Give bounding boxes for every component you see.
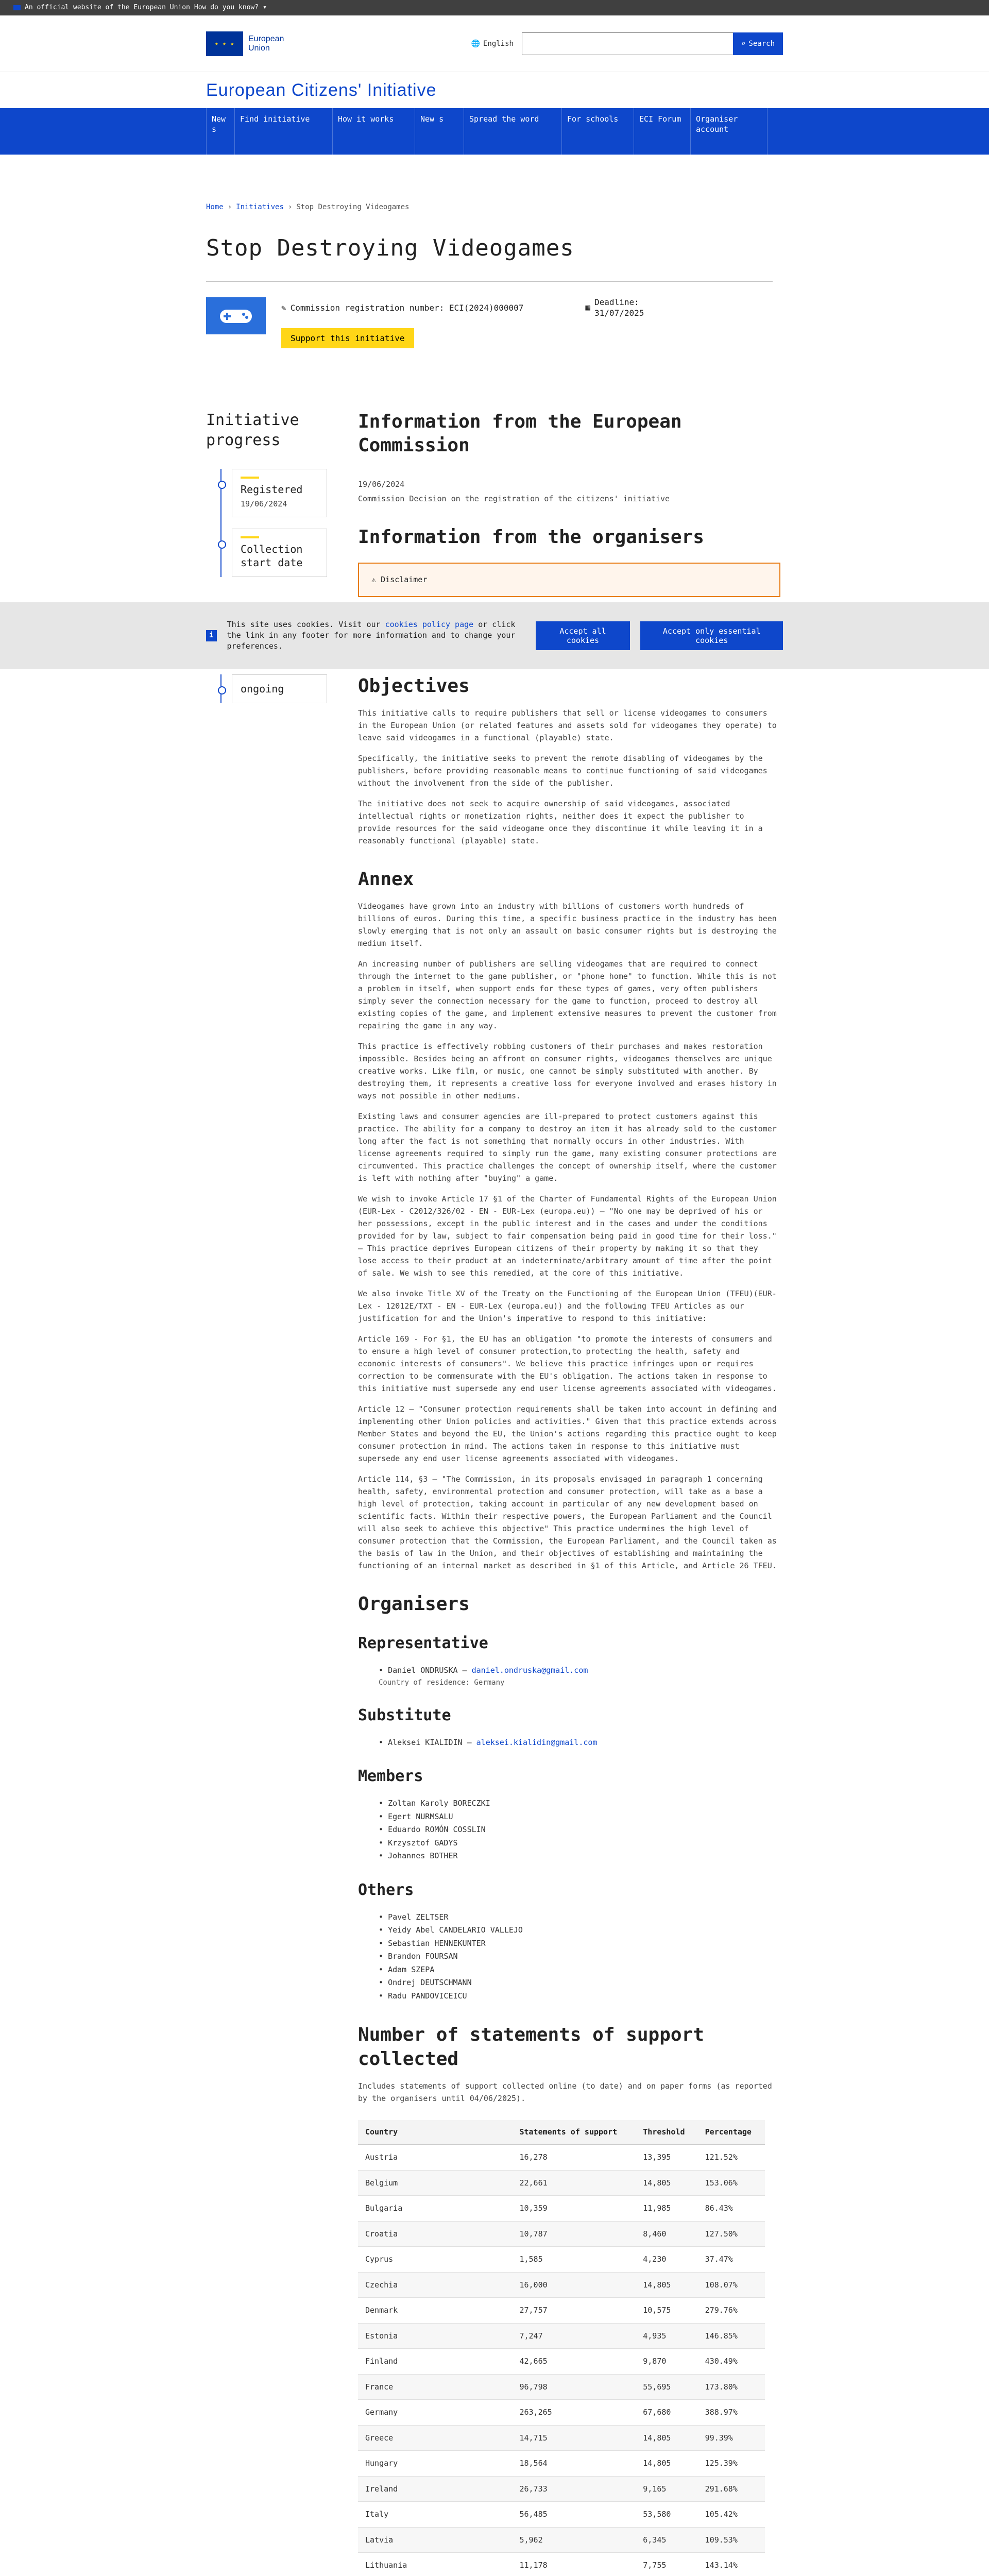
- eu-flag-icon: [13, 5, 21, 10]
- table-row: [358, 2425, 765, 2451]
- main-content-continued: [358, 674, 780, 2576]
- table-row: [358, 2323, 765, 2349]
- annex-paragraph: An increasing number of publishers are selling videogames that are required to connect through the internet to the game publisher, or "phone home" to function. While this is not a problem in itself, when support ends for these types of games, very often publishers simply sever the connection necessary for the game to function, proceed to destroy all existing copies of the game, and implement extensive measures to prevent the customer from repairing the game in any way.: [358, 959, 777, 1030]
- organisers-title: Organisers: [358, 1593, 470, 1615]
- search-button-label: Search: [748, 40, 775, 48]
- progress-timeline: [206, 469, 327, 578]
- representative-name: Daniel ONDRUSKA –: [388, 1666, 472, 1675]
- table-cell: Italy: [358, 2502, 512, 2528]
- language-label: English: [483, 39, 514, 48]
- table-row: [358, 2221, 765, 2247]
- annex-paragraph: Article 114, §3 – "The Commission, in its proposals envisaged in paragraph 1 concerning health, safety, environmental protection and consumer protection, will take as a base a high level of protection, taking account in particular of any new development based on scientific facts. Within their respective powers, the European Parliament and the Council will also seek to achieve this objective" This practice undermines the high level of consumer protection that the Commission, the European Parliament, and the Council taken as the basis of law in the Union, and their objectives of establishing and maintaining the functioning of an internal market as described in §1 of this Article, and Article 26 TFEU.: [358, 1474, 777, 1570]
- accept-essential-cookies-button[interactable]: Accept only essential cookies: [640, 621, 783, 650]
- table-cell: 11,178: [512, 2553, 636, 2576]
- language-selector[interactable]: [471, 39, 514, 49]
- nav-item-news[interactable]: New s: [206, 108, 234, 155]
- objectives-paragraph: Specifically, the initiative seeks to prevent the remote disabling of videogames by the publishers, before providing reasonable means to continue functioning of said videogames without the involvement from the side of the publisher.: [358, 753, 768, 788]
- main-content: [358, 410, 780, 597]
- table-cell: Croatia: [358, 2221, 512, 2247]
- list-item: • Brandon FOURSAN: [379, 1952, 458, 1961]
- table-cell: 13,395: [636, 2144, 697, 2170]
- table-cell: 14,805: [636, 2170, 697, 2196]
- deadline-label: Deadline:: [594, 297, 639, 307]
- table-cell: Estonia: [358, 2323, 512, 2349]
- cookie-text-prefix: This site uses cookies. Visit our: [227, 620, 381, 630]
- table-cell: 99.39%: [698, 2425, 765, 2451]
- registration-number: [281, 297, 523, 319]
- table-cell: 4,230: [636, 2247, 697, 2273]
- disclaimer-label: Disclaimer: [381, 575, 428, 585]
- eu-logo-line1: European: [248, 35, 284, 44]
- table-row: [358, 2170, 765, 2196]
- table-cell: 127.50%: [698, 2221, 765, 2247]
- commission-decision-link[interactable]: Commission Decision on the registration of the citizens' initiative: [358, 494, 670, 503]
- support-statements-title: Number of statements of support collected: [358, 2024, 704, 2070]
- document-icon: ✎: [281, 302, 286, 313]
- table-cell: Austria: [358, 2144, 512, 2170]
- breadcrumb-initiatives[interactable]: Initiatives: [236, 203, 284, 211]
- nav-item-for-schools[interactable]: For schools: [561, 108, 634, 155]
- table-row: [358, 2272, 765, 2298]
- disclaimer-box: [358, 563, 780, 597]
- nav-item-news-2[interactable]: New s: [415, 108, 464, 155]
- table-cell: 37.47%: [698, 2247, 765, 2273]
- breadcrumb: [206, 155, 783, 213]
- table-cell: 55,695: [636, 2374, 697, 2400]
- nav-item-how-it-works[interactable]: How it works: [332, 108, 415, 155]
- table-cell: Czechia: [358, 2272, 512, 2298]
- nav-item-eci-forum[interactable]: ECI Forum: [634, 108, 690, 155]
- table-cell: 14,715: [512, 2425, 636, 2451]
- main-navigation: [0, 108, 989, 155]
- eu-flag-icon: ★ ★ ★: [206, 31, 243, 56]
- table-cell: 22,661: [512, 2170, 636, 2196]
- table-cell: 16,278: [512, 2144, 636, 2170]
- table-cell: 86.43%: [698, 2196, 765, 2222]
- warning-icon: ⚠: [371, 575, 377, 585]
- globe-icon: 🌐: [471, 39, 480, 48]
- official-site-notice: [0, 0, 989, 15]
- deadline-info: [585, 297, 644, 319]
- table-cell: 5,962: [512, 2527, 636, 2553]
- annex-paragraph: Existing laws and consumer agencies are ill-prepared to protect customers against this practice. The ability for a company to destroy an item it has already sold to the customer long after the fact is not something that normally occurs in other industries. With license agreements required to simply run the game, many existing consumer protections are circumvented. This practice challenges the concept of ownership itself, where the customer is left with nothing after "buying" a game.: [358, 1111, 777, 1183]
- table-row: [358, 2451, 765, 2477]
- substitute-title: Substitute: [358, 1706, 451, 1724]
- list-item: • Eduardo ROMÓN COSSLIN: [379, 1825, 486, 1835]
- table-cell: Hungary: [358, 2451, 512, 2477]
- organisers-info-title: Information from the organisers: [358, 526, 704, 548]
- support-note: Includes statements of support collected online (to date) and on paper forms (as reported by the organisers until 04/06/2025).: [358, 2081, 772, 2103]
- table-cell: 146.85%: [698, 2323, 765, 2349]
- table-cell: 125.39%: [698, 2451, 765, 2477]
- objectives-paragraph: The initiative does not seek to acquire ownership of said videogames, associated intellectual rights or monetization rights, neither does it expect the publisher to provide resources for the said videogame once they discontinue it while leaving it in a reasonably functional (playable) state.: [358, 799, 763, 845]
- table-row: [358, 2298, 765, 2324]
- others-title: Others: [358, 1880, 414, 1899]
- initiative-logo: [206, 297, 266, 334]
- deadline-date: 31/07/2025: [594, 308, 644, 318]
- table-cell: Bulgaria: [358, 2196, 512, 2222]
- registration-text: Commission registration number: ECI(2024)000007: [290, 302, 524, 313]
- search-form: [522, 32, 783, 55]
- cookies-policy-link[interactable]: cookies policy page: [385, 620, 474, 630]
- column-header: Statements of support: [512, 2120, 636, 2145]
- list-item: • Zoltan Karoly BORECZKI: [379, 1799, 490, 1808]
- table-cell: 27,757: [512, 2298, 636, 2324]
- others-list: [358, 1911, 780, 2003]
- list-item: • Egert NURMSALU: [379, 1811, 453, 1821]
- objectives-paragraph: This initiative calls to require publishers that sell or license videogames to consumers in the European Union (or related features and assets sold for videogames they operate) to leave said videogames in a functional (playable) state.: [358, 708, 777, 742]
- search-icon: ⌕: [741, 40, 746, 48]
- column-header: Threshold: [636, 2120, 697, 2145]
- progress-step: [232, 469, 327, 518]
- site-title-bar: [0, 72, 989, 108]
- table-cell: 7,755: [636, 2553, 697, 2576]
- breadcrumb-separator-icon: ›: [227, 203, 232, 211]
- cookie-text: [227, 619, 525, 652]
- table-cell: Lithuania: [358, 2553, 512, 2576]
- objectives-title: Objectives: [358, 675, 470, 697]
- nav-item-spread-the-word[interactable]: Spread the word: [464, 108, 561, 155]
- list-item: • Ondrej DEUTSCHMANN: [379, 1978, 472, 1988]
- annex-paragraph: Article 169 - For §1, the EU has an obligation "to promote the interests of consumers and to ensure a high level of consumer protection,to protecting the health, safety and economic interests of consumers". We believe this practice infringes upon or requires correction to be commensurate with the EU's obligation. The actions taken in response to this initiative must supersede any end user license agreements associated with videogames.: [358, 1334, 777, 1393]
- substitute-name: Aleksei KIALIDIN –: [388, 1737, 476, 1747]
- table-cell: 430.49%: [698, 2349, 765, 2375]
- annex-paragraph: We wish to invoke Article 17 §1 of the Charter of Fundamental Rights of the European Union (EUR-Lex - C2012/326/02 - EN - EUR-Lex (europa.eu)) – "No one may be deprived of his or her possessions, except in the public interest and in the cases and under the conditions provided for by law, subject to fair compensation being paid in good time for their loss." – This practice deprives European citizens of their property by making it so that they lose access to their product at an indeterminate/arbitrary amount of time after the point of sale. We wish to see this remedied, at the core of this initiative.: [358, 1194, 777, 1278]
- search-button[interactable]: [733, 32, 783, 55]
- progress-step: [232, 529, 327, 577]
- progress-timeline: [206, 674, 327, 703]
- table-cell: 9,165: [636, 2476, 697, 2502]
- support-table-body: [358, 2144, 765, 2576]
- table-cell: 26,733: [512, 2476, 636, 2502]
- nav-item-organiser-account[interactable]: Organiser account: [690, 108, 768, 155]
- members-title: Members: [358, 1767, 423, 1786]
- initiative-progress: [206, 410, 327, 597]
- table-cell: Ireland: [358, 2476, 512, 2502]
- page-title: Stop Destroying Videogames: [206, 235, 574, 261]
- commission-info-title: Information from the European Commission: [358, 411, 682, 456]
- table-cell: 8,460: [636, 2221, 697, 2247]
- table-cell: 279.76%: [698, 2298, 765, 2324]
- support-table: [358, 2120, 765, 2576]
- table-cell: 109.53%: [698, 2527, 765, 2553]
- representative-email-link[interactable]: daniel.ondruska@gmail.com: [471, 1666, 588, 1675]
- table-cell: 263,265: [512, 2400, 636, 2426]
- annex-paragraph: This practice is effectively robbing customers of their purchases and makes restoration impossible. Besides being an affront on consumer rights, videogames themselves are unique creative works. Like film, or music, one cannot be simply substituted with another. By destroying them, it represents a creative loss for everyone involved and erases history in ways not possible in other mediums.: [358, 1041, 777, 1100]
- column-header: Country: [358, 2120, 512, 2145]
- table-cell: 53,580: [636, 2502, 697, 2528]
- table-cell: 153.06%: [698, 2170, 765, 2196]
- list-item: • Adam SZEPA: [379, 1964, 435, 1974]
- table-cell: 16,000: [512, 2272, 636, 2298]
- table-cell: 14,805: [636, 2425, 697, 2451]
- table-cell: 10,575: [636, 2298, 697, 2324]
- list-item: • Pavel ZELTSER: [379, 1912, 449, 1922]
- progress-step-label: Collection start date: [241, 543, 303, 569]
- notice-text: An official website of the European Union: [25, 4, 190, 12]
- info-icon: i: [206, 630, 217, 641]
- annex-paragraph: Article 12 – "Consumer protection requirements shall be taken into account in defining and implementing other Union policies and activities." Given that this practice extends across Member States and beyond the EU, the Union's actions regarding this practice ought to keep consumer protection in mind. The actions taken in response to this initiative must supersede any end user license agreements associated with videogames.: [358, 1404, 777, 1463]
- commission-info-date: 19/06/2024: [358, 480, 405, 489]
- table-cell: 388.97%: [698, 2400, 765, 2426]
- table-cell: 121.52%: [698, 2144, 765, 2170]
- substitute-entry: • Aleksei KIALIDIN – aleksei.kialidin@gmail.com: [379, 1737, 598, 1747]
- how-do-you-know-link[interactable]: How do you know?: [194, 4, 259, 12]
- annex-paragraph: Videogames have grown into an industry with billions of customers worth hundreds of billions of euros. During this time, a specific business practice in the industry has been slowly emerging that is not only an assault on basic consumer rights but is destroying the medium itself.: [358, 901, 777, 948]
- table-cell: 143.14%: [698, 2553, 765, 2576]
- site-header: [0, 15, 989, 72]
- accept-all-cookies-button[interactable]: Accept all cookies: [536, 621, 630, 650]
- breadcrumb-separator-icon: ›: [287, 203, 293, 211]
- table-cell: 42,665: [512, 2349, 636, 2375]
- list-item: • Yeidy Abel CANDELARIO VALLEJO: [379, 1925, 523, 1935]
- nav-item-find-initiative[interactable]: Find initiative: [234, 108, 332, 155]
- table-cell: 14,805: [636, 2272, 697, 2298]
- representative-country: Country of residence: Germany: [379, 1678, 505, 1687]
- column-header: Percentage: [698, 2120, 765, 2145]
- table-cell: Cyprus: [358, 2247, 512, 2273]
- table-row: [358, 2374, 765, 2400]
- table-cell: 108.07%: [698, 2272, 765, 2298]
- table-cell: 67,680: [636, 2400, 697, 2426]
- table-row: [358, 2553, 765, 2576]
- breadcrumb-current: Stop Destroying Videogames: [296, 203, 410, 211]
- representative-entry: • Daniel ONDRUSKA – daniel.ondruska@gmail.com: [379, 1666, 588, 1675]
- list-item: • Radu PANDOVICEICU: [379, 1991, 467, 2001]
- calendar-icon: ▦: [585, 302, 591, 313]
- table-cell: Greece: [358, 2425, 512, 2451]
- search-input[interactable]: [522, 32, 733, 55]
- table-cell: France: [358, 2374, 512, 2400]
- cookie-banner: [0, 602, 989, 669]
- table-row: [358, 2527, 765, 2553]
- table-cell: 10,359: [512, 2196, 636, 2222]
- eu-logo[interactable]: [206, 31, 284, 56]
- progress-step-label: Registered: [241, 483, 303, 496]
- table-row: [358, 2476, 765, 2502]
- table-row: [358, 2502, 765, 2528]
- chevron-down-icon: ▾: [263, 4, 267, 12]
- table-cell: Germany: [358, 2400, 512, 2426]
- list-item: • Sebastian HENNEKUNTER: [379, 1938, 486, 1948]
- eu-logo-line2: Union: [248, 44, 270, 53]
- substitute-list: [358, 1736, 780, 1750]
- table-cell: 18,564: [512, 2451, 636, 2477]
- gamepad-icon: [218, 306, 254, 326]
- substitute-email-link[interactable]: aleksei.kialidin@gmail.com: [476, 1737, 598, 1747]
- support-initiative-button[interactable]: Support this initiative: [281, 328, 414, 348]
- table-cell: 1,585: [512, 2247, 636, 2273]
- progress-title: Initiative progress: [206, 411, 299, 449]
- list-item: • Johannes BOTHER: [379, 1851, 458, 1861]
- table-cell: 96,798: [512, 2374, 636, 2400]
- table-cell: 4,935: [636, 2323, 697, 2349]
- progress-step: [232, 674, 327, 703]
- annex-title: Annex: [358, 868, 414, 890]
- table-cell: 9,870: [636, 2349, 697, 2375]
- title-divider: [206, 281, 773, 282]
- initiative-progress-continued: [206, 674, 327, 2576]
- table-row: [358, 2247, 765, 2273]
- table-cell: 291.68%: [698, 2476, 765, 2502]
- initiative-header: [206, 297, 783, 348]
- table-cell: 6,345: [636, 2527, 697, 2553]
- site-title[interactable]: European Citizens' Initiative: [206, 80, 437, 100]
- table-cell: 11,985: [636, 2196, 697, 2222]
- table-cell: Latvia: [358, 2527, 512, 2553]
- table-cell: 173.80%: [698, 2374, 765, 2400]
- table-cell: 10,787: [512, 2221, 636, 2247]
- representative-list: [358, 1664, 780, 1677]
- table-cell: Denmark: [358, 2298, 512, 2324]
- progress-step-date: 19/06/2024: [241, 499, 287, 509]
- table-row: [358, 2400, 765, 2426]
- progress-step-label: ongoing: [241, 682, 284, 695]
- table-cell: Finland: [358, 2349, 512, 2375]
- list-item: • Krzysztof GADYS: [379, 1838, 458, 1848]
- table-cell: 7,247: [512, 2323, 636, 2349]
- table-cell: 105.42%: [698, 2502, 765, 2528]
- table-header-row: [358, 2120, 765, 2145]
- table-row: [358, 2196, 765, 2222]
- table-cell: 56,485: [512, 2502, 636, 2528]
- annex-paragraph: We also invoke Title XV of the Treaty on the Functioning of the European Union (TFEU)(EUR-Lex - 12012E/TXT - EN - EUR-Lex (europa.eu)) and the following TFEU Articles as our justification for and the Union's imperative to respond to this initiative:: [358, 1289, 777, 1323]
- table-cell: 14,805: [636, 2451, 697, 2477]
- representative-title: Representative: [358, 1634, 488, 1653]
- members-list: [358, 1797, 780, 1863]
- breadcrumb-home[interactable]: Home: [206, 203, 224, 211]
- cookie-text-suffix: or click the link in any footer for more information and to change your preferences.: [227, 620, 516, 651]
- table-row: [358, 2349, 765, 2375]
- table-cell: Belgium: [358, 2170, 512, 2196]
- table-row: [358, 2144, 765, 2170]
